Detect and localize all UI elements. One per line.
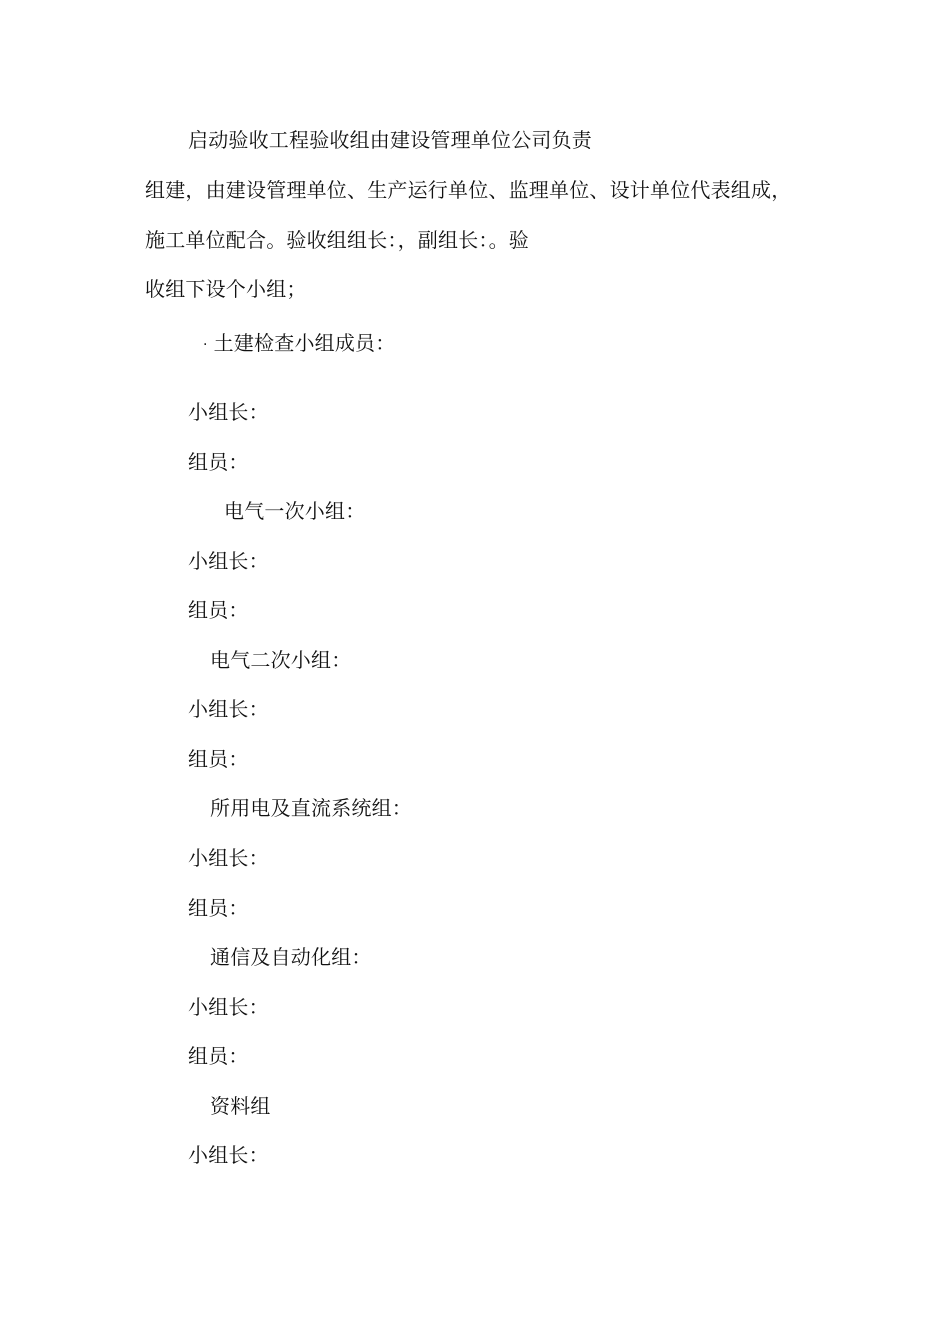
group-documents-leader-label: 小组长： <box>188 1143 269 1167</box>
group-electrical-primary-leader-label: 小组长： <box>188 549 269 573</box>
group-electrical-secondary-members-label: 组员： <box>188 747 249 771</box>
group-electrical-secondary-leader-label: 小组长： <box>188 697 269 721</box>
group-civil-title: 土建检查小组成员： <box>213 331 396 355</box>
group-station-power-members-label: 组员： <box>188 896 249 920</box>
group-electrical-primary-title: 电气一次小组： <box>224 499 366 523</box>
group-electrical-primary-members-label: 组员： <box>188 598 249 622</box>
group-communication-members-label: 组员： <box>188 1044 249 1068</box>
intro-line-3: 施工单位配合。验收组组长：，副组长：。验 <box>145 228 529 252</box>
group-station-power-title: 所用电及直流系统组： <box>210 796 412 820</box>
group-civil-leader-label: 小组长： <box>188 400 269 424</box>
group-communication-leader-label: 小组长： <box>188 995 269 1019</box>
bullet-dot: · <box>203 336 208 353</box>
group-communication-title: 通信及自动化组： <box>210 945 372 969</box>
intro-line-2: 组建，由建设管理单位、生产运行单位、监理单位、设计单位代表组成， <box>145 178 792 202</box>
group-civil-members-label: 组员： <box>188 450 249 474</box>
group-documents-title: 资料组 <box>210 1094 271 1118</box>
group-civil-heading <box>203 331 395 357</box>
group-station-power-leader-label: 小组长： <box>188 846 269 870</box>
intro-line-4: 收组下设个小组； <box>145 277 307 301</box>
intro-line-1: 启动验收工程验收组由建设管理单位公司负责 <box>188 128 592 152</box>
group-electrical-secondary-title: 电气二次小组： <box>210 648 352 672</box>
